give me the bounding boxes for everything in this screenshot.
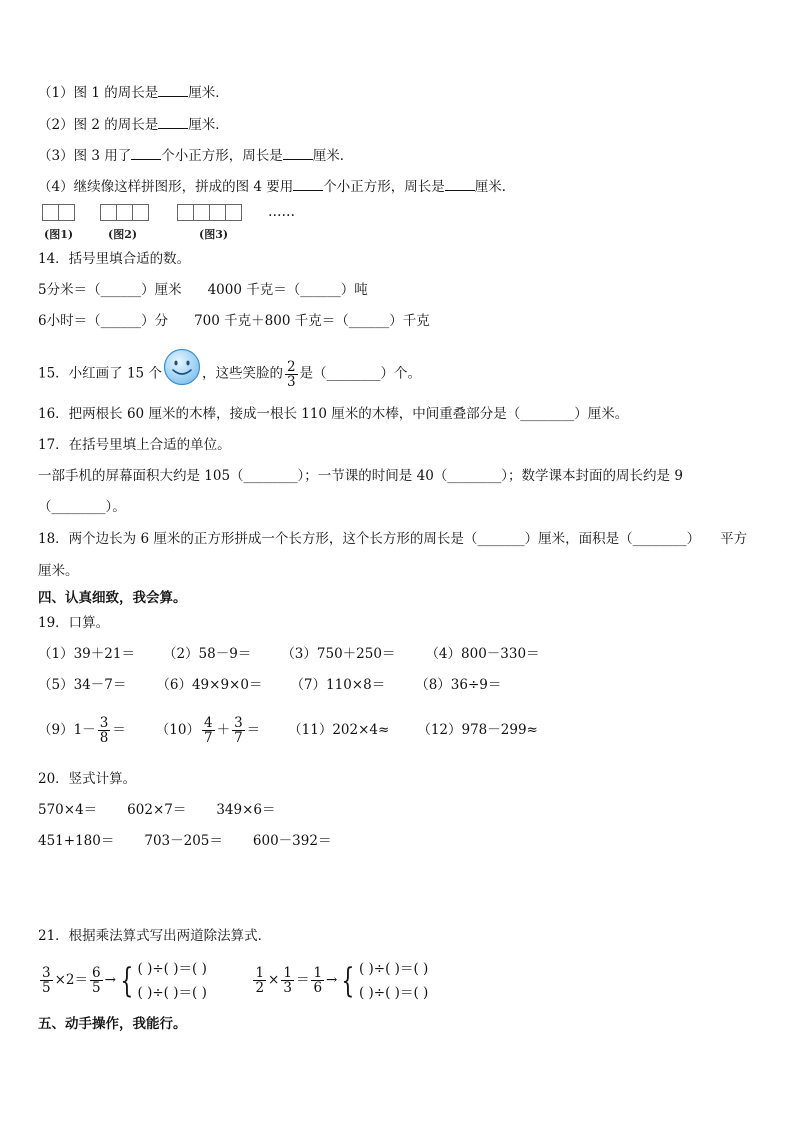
q13-sub3: （3）图 3 用了 个小正方形，周长是 厘米． bbox=[38, 148, 354, 164]
fraction: $\frac{1}{3}$ bbox=[283, 965, 292, 996]
q21-equations: $\frac{3}{5}$ ×2＝ $\frac{6}{5}$ → { ( )÷( )＝( ) ( )÷( )＝( ) $\frac{1}{2}$ × $\frac{1}{3}$ ＝ $\frac{1}{6}$ → { ( )÷( )＝( ) ( )÷( )＝( ) bbox=[38, 956, 428, 1005]
fraction: $\frac{3}{8}$ bbox=[99, 715, 109, 746]
q20-title: 20．竖式计算。 bbox=[38, 771, 137, 787]
division-pair: ( )÷( )＝( ) ( )÷( )＝( ) bbox=[358, 960, 429, 1001]
answer-blank[interactable] bbox=[158, 115, 188, 129]
brace: { bbox=[341, 960, 355, 1001]
q19-row3: （9）1－ $\frac{3}{8}$ ＝ （10） $\frac{4}{7}$ ＋ $\frac{3}{7}$ ＝ （11）202×4≈ （12）978－299≈ bbox=[38, 715, 538, 746]
answer-blank[interactable] bbox=[131, 146, 161, 160]
section-5-heading: 五、动手操作，我能行。 bbox=[38, 1016, 187, 1032]
division-pair: ( )÷( )＝( ) ( )÷( )＝( ) bbox=[137, 960, 207, 1001]
q18-line2: 厘米。 bbox=[38, 563, 79, 579]
fraction: $\frac{1}{2}$ bbox=[255, 965, 265, 996]
q17-title: 17．在括号里填上合适的单位。 bbox=[38, 437, 231, 453]
brace: { bbox=[120, 960, 134, 1001]
figure-2: (图2) bbox=[100, 204, 148, 225]
fraction: $\frac{4}{7}$ bbox=[203, 715, 213, 746]
figure-1: (图1) bbox=[42, 204, 74, 225]
figure-ellipsis: …… bbox=[268, 204, 295, 220]
arrow: → bbox=[326, 972, 338, 988]
q19-row1: （1）39＋21＝ （2）58－9＝ （3）750＋250＝ （4）800－330＝ bbox=[38, 646, 540, 662]
q14-row2: 6小时＝（______）分 700 千克＋800 千克＝（______）千克 bbox=[38, 313, 430, 329]
fraction: $\frac{6}{5}$ bbox=[92, 965, 101, 996]
answer-blank[interactable] bbox=[158, 83, 188, 97]
smiley-face-icon bbox=[162, 348, 202, 400]
fraction: $\frac{3}{5}$ bbox=[42, 965, 51, 996]
q20-row2: 451+180＝ 703－205＝ 600－392＝ bbox=[38, 833, 332, 849]
q13-sub2: （2）图 2 的周长是 厘米． bbox=[38, 117, 229, 133]
answer-blank[interactable] bbox=[445, 177, 475, 191]
q17-line2: （________）。 bbox=[38, 499, 126, 515]
section-4-heading: 四、认真细致，我会算。 bbox=[38, 590, 187, 606]
q17-line1: 一部手机的屏幕面积大约是 105（________）；一节课的时间是 40（________）；数学课本封面的周长约是 9 bbox=[38, 468, 683, 484]
q13-sub4: （4）继续像这样拼图形，拼成的图 4 要用 个小正方形，周长是 厘米． bbox=[38, 179, 516, 195]
figure-3: (图3) bbox=[177, 204, 241, 225]
answer-blank[interactable] bbox=[293, 177, 323, 191]
fraction: $\frac{2}{3}$ bbox=[286, 358, 296, 390]
q21-title: 21．根据乘法算式写出两道除法算式． bbox=[38, 928, 272, 944]
answer-blank[interactable] bbox=[283, 146, 313, 160]
arrow: → bbox=[104, 972, 116, 988]
q16: 16．把两根长 60 厘米的木棒，接成一根长 110 厘米的木棒，中间重叠部分是（________）厘米。 bbox=[38, 406, 629, 422]
q14-row1: 5分米＝（______）厘米 4000 千克＝（______）吨 bbox=[38, 282, 368, 298]
q14-title: 14．括号里填合适的数。 bbox=[38, 251, 191, 267]
q13-sub1: （1）图 1 的周长是 厘米． bbox=[38, 85, 229, 101]
fraction: $\frac{1}{6}$ bbox=[313, 965, 323, 996]
q18-line1: 18．两个边长为 6 厘米的正方形拼成一个长方形，这个长方形的周长是（_______）厘米，面积是（________） 平方 bbox=[38, 531, 748, 547]
q19-title: 19．口算。 bbox=[38, 615, 110, 631]
q19-row2: （5）34－7＝ （6）49×9×0＝ （7）110×8＝ （8）36÷9＝ bbox=[38, 677, 502, 693]
q20-row1: 570×4＝ 602×7＝ 349×6＝ bbox=[38, 802, 276, 818]
q15: 15．小红画了 15 个 ，这些笑脸的 $\frac{2}{3}$ 是（________）个。 bbox=[38, 348, 421, 400]
fraction: $\frac{3}{7}$ bbox=[234, 715, 243, 746]
